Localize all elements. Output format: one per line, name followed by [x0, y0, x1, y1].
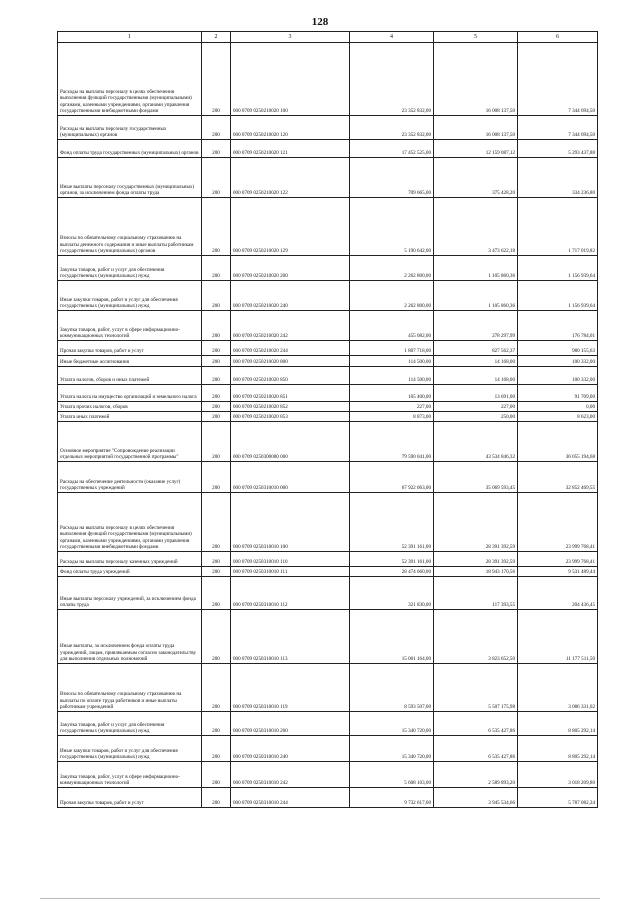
row-name-cell: Фонд оплаты труда учреждений	[58, 567, 202, 577]
row-code-cell: 200	[202, 402, 231, 412]
table-row	[58, 412, 598, 422]
row-name-cell: Расходы на выплаты персоналу в целях обеспечения выполнения функций государственными (муниципальными) органами, казенными учреждениями, органами управления государственными внебюджетными фондами	[58, 43, 202, 116]
row-remaining-cell: 23 999 768,41	[518, 493, 598, 552]
row-remaining-cell: 23 999 768,41	[518, 552, 598, 567]
row-kbk-cell: 000 0709 0250210020 853	[231, 412, 350, 422]
row-assigned-cell: 15 340 720,00	[350, 712, 434, 736]
row-executed-cell: 2 589 893,20	[434, 762, 518, 788]
row-executed-cell: 43 534 846,32	[434, 422, 518, 462]
table-row	[58, 198, 598, 256]
row-executed-cell: 250,00	[434, 412, 518, 422]
row-kbk-cell: 000 0709 0250210020 800	[231, 356, 350, 367]
row-kbk-cell: 000 0709 0250210020 240	[231, 281, 350, 311]
row-code-cell: 200	[202, 762, 231, 788]
row-kbk-cell: 000 0709 0250310010 119	[231, 664, 350, 712]
page-number: 128	[311, 16, 329, 28]
row-remaining-cell: 36 055 194,68	[518, 422, 598, 462]
row-remaining-cell: 3 018 209,80	[518, 762, 598, 788]
row-remaining-cell: 5 787 082,34	[518, 788, 598, 808]
row-name-cell: Иные закупки товаров, работ и услуг для обеспечения государственных (муниципальных) нужд	[58, 736, 202, 762]
row-kbk-cell: 000 0709 0250210020 121	[231, 140, 350, 158]
row-kbk-cell: 000 0709 0250310010 112	[231, 577, 350, 610]
row-name-cell: Расходы на выплаты персоналу в целях обеспечения выполнения функций государственными (муниципальными) органами, казенными учреждениями, органами управления государственными внебюджетными фондами	[58, 493, 202, 552]
row-executed-cell: 28 391 392,59	[434, 493, 518, 552]
table-row	[58, 256, 598, 281]
row-name-cell: Иные бюджетные ассигнования	[58, 356, 202, 367]
row-name-cell: Уплата налогов, сборов и иных платежей	[58, 367, 202, 385]
row-remaining-cell: 100 332,00	[518, 367, 598, 385]
row-name-cell: Закупка товаров, работ и услуг для обеспечения государственных (муниципальных) нужд	[58, 256, 202, 281]
table-row	[58, 367, 598, 385]
header-cell: 6	[518, 32, 598, 43]
row-assigned-cell: 23 352 832,00	[350, 43, 434, 116]
row-code-cell: 200	[202, 116, 231, 140]
row-name-cell: Уплата налога на имущество организаций и земельного налога	[58, 385, 202, 402]
row-kbk-cell: 000 0709 0250310010 100	[231, 493, 350, 552]
row-kbk-cell: 000 0709 0250300000 000	[231, 422, 350, 462]
row-remaining-cell: 334 236,80	[518, 158, 598, 198]
row-code-cell: 200	[202, 552, 231, 567]
row-name-cell: Расходы на выплаты персоналу казенных учреждений	[58, 552, 202, 567]
row-kbk-cell: 000 0709 0250310010 113	[231, 610, 350, 664]
table-row	[58, 43, 598, 116]
table-row	[58, 664, 598, 712]
row-executed-cell: 1 105 860,36	[434, 281, 518, 311]
row-code-cell: 200	[202, 140, 231, 158]
header-cell: 1	[58, 32, 202, 43]
row-assigned-cell: 105 400,00	[350, 385, 434, 402]
row-assigned-cell: 114 500,00	[350, 356, 434, 367]
row-remaining-cell: 1 156 939,64	[518, 256, 598, 281]
row-remaining-cell: 1 156 939,64	[518, 281, 598, 311]
row-remaining-cell: 32 852 469,55	[518, 462, 598, 493]
row-code-cell: 200	[202, 577, 231, 610]
row-code-cell: 200	[202, 256, 231, 281]
row-executed-cell: 3 945 534,66	[434, 788, 518, 808]
row-executed-cell: 14 168,00	[434, 356, 518, 367]
row-assigned-cell: 455 082,00	[350, 311, 434, 341]
row-assigned-cell: 8 593 507,00	[350, 664, 434, 712]
row-kbk-cell: 000 0709 0250310010 111	[231, 567, 350, 577]
row-executed-cell: 16 008 137,50	[434, 43, 518, 116]
row-code-cell: 200	[202, 367, 231, 385]
row-executed-cell: 6 535 427,86	[434, 736, 518, 762]
row-code-cell: 200	[202, 493, 231, 552]
table-body	[58, 43, 598, 808]
row-code-cell: 200	[202, 788, 231, 808]
table-row	[58, 462, 598, 493]
row-remaining-cell: 1 717 019,82	[518, 198, 598, 256]
row-kbk-cell: 000 0709 0250310010 240	[231, 736, 350, 762]
row-kbk-cell: 000 0709 0250210020 852	[231, 402, 350, 412]
row-name-cell: Закупка товаров, работ, услуг в сфере информационно-коммуникационных технологий	[58, 311, 202, 341]
row-assigned-cell: 5 608 103,00	[350, 762, 434, 788]
row-name-cell: Иные выплаты, за исключением фонда оплаты труда учреждений, лицам, привлекаемым согласно законодательству для выполнения отдельных полномочий	[58, 610, 202, 664]
row-executed-cell: 28 391 392,59	[434, 552, 518, 567]
row-code-cell: 200	[202, 356, 231, 367]
row-name-cell: Уплата прочих налогов, сборов	[58, 402, 202, 412]
row-executed-cell: 6 535 427,86	[434, 712, 518, 736]
row-assigned-cell: 23 352 832,00	[350, 116, 434, 140]
row-name-cell: Взносы по обязательному социальному страхованию на выплаты по оплате труда работников и иные выплаты работникам учреждений	[58, 664, 202, 712]
table-row	[58, 736, 598, 762]
row-assigned-cell: 709 665,00	[350, 158, 434, 198]
row-executed-cell: 375 428,20	[434, 158, 518, 198]
row-name-cell: Расходы на обеспечение деятельности (оказание услуг) государственных учреждений	[58, 462, 202, 493]
row-code-cell: 200	[202, 281, 231, 311]
row-kbk-cell: 000 0709 0250310010 242	[231, 762, 350, 788]
row-remaining-cell: 8 623,00	[518, 412, 598, 422]
row-code-cell: 200	[202, 412, 231, 422]
row-executed-cell: 5 507 175,98	[434, 664, 518, 712]
row-code-cell: 200	[202, 422, 231, 462]
table-row	[58, 762, 598, 788]
row-name-cell: Основное мероприятие "Сопровождение реализации отдельных мероприятий государственной программы"	[58, 422, 202, 462]
row-name-cell: Взносы по обязательному социальному страхованию на выплаты денежного содержания и иные выплаты работникам государственных (муниципальных) органов	[58, 198, 202, 256]
row-remaining-cell: 7 344 694,50	[518, 43, 598, 116]
row-remaining-cell: 176 784,01	[518, 311, 598, 341]
table-row	[58, 385, 598, 402]
table-row	[58, 567, 598, 577]
table-row	[58, 577, 598, 610]
row-executed-cell: 1 105 860,36	[434, 256, 518, 281]
table-row	[58, 788, 598, 808]
row-remaining-cell: 980 155,63	[518, 341, 598, 356]
table-row	[58, 116, 598, 140]
row-executed-cell: 18 943 170,56	[434, 567, 518, 577]
row-code-cell: 200	[202, 198, 231, 256]
row-executed-cell: 12 159 087,12	[434, 140, 518, 158]
row-code-cell: 200	[202, 610, 231, 664]
row-executed-cell: 14 168,00	[434, 367, 518, 385]
row-name-cell: Прочая закупка товаров, работ и услуг	[58, 341, 202, 356]
row-executed-cell: 3 473 622,18	[434, 198, 518, 256]
header-cell: 4	[350, 32, 434, 43]
row-name-cell: Фонд оплаты труда государственных (муниципальных) органов	[58, 140, 202, 158]
row-kbk-cell: 000 0709 0250310010 244	[231, 788, 350, 808]
row-executed-cell: 117 393,55	[434, 577, 518, 610]
row-assigned-cell: 227,00	[350, 402, 434, 412]
row-name-cell: Закупка товаров, работ, услуг в сфере информационно-коммуникационных технологий	[58, 762, 202, 788]
table-row	[58, 493, 598, 552]
row-code-cell: 200	[202, 385, 231, 402]
table-row	[58, 552, 598, 567]
row-assigned-cell: 79 590 041,00	[350, 422, 434, 462]
row-remaining-cell: 5 293 437,88	[518, 140, 598, 158]
row-assigned-cell: 8 873,00	[350, 412, 434, 422]
table-row	[58, 356, 598, 367]
row-kbk-cell: 000 0709 0250210020 242	[231, 311, 350, 341]
row-assigned-cell: 114 500,00	[350, 367, 434, 385]
row-remaining-cell: 204 436,45	[518, 577, 598, 610]
row-kbk-cell: 000 0709 0250210020 122	[231, 158, 350, 198]
row-kbk-cell: 000 0709 0250210020 100	[231, 43, 350, 116]
row-name-cell: Расходы на выплаты персоналу государственных (муниципальных) органов	[58, 116, 202, 140]
row-assigned-cell: 15 340 720,00	[350, 736, 434, 762]
table-row	[58, 402, 598, 412]
row-executed-cell: 13 691,00	[434, 385, 518, 402]
row-executed-cell: 227,00	[434, 402, 518, 412]
table-row	[58, 158, 598, 198]
row-name-cell: Уплата иных платежей	[58, 412, 202, 422]
row-code-cell: 200	[202, 664, 231, 712]
row-name-cell: Прочая закупка товаров, работ и услуг	[58, 788, 202, 808]
row-remaining-cell: 8 805 292,14	[518, 712, 598, 736]
row-kbk-cell: 000 0709 0250310010 110	[231, 552, 350, 567]
page-edge-line	[40, 898, 600, 899]
row-assigned-cell: 1 807 718,00	[350, 341, 434, 356]
row-remaining-cell: 0,00	[518, 402, 598, 412]
row-executed-cell: 16 008 137,50	[434, 116, 518, 140]
row-kbk-cell: 000 0709 0250210020 244	[231, 341, 350, 356]
row-remaining-cell: 8 805 292,14	[518, 736, 598, 762]
row-name-cell: Иные выплаты персоналу учреждений, за исключением фонда оплаты труда	[58, 577, 202, 610]
row-code-cell: 200	[202, 158, 231, 198]
row-kbk-cell: 000 0709 0250210020 120	[231, 116, 350, 140]
row-name-cell: Закупка товаров, работ и услуг для обеспечения государственных (муниципальных) нужд	[58, 712, 202, 736]
table-row	[58, 422, 598, 462]
row-code-cell: 200	[202, 462, 231, 493]
row-code-cell: 200	[202, 341, 231, 356]
row-assigned-cell: 52 391 161,00	[350, 493, 434, 552]
row-kbk-cell: 000 0709 0250210020 200	[231, 256, 350, 281]
row-assigned-cell: 2 262 800,00	[350, 256, 434, 281]
row-executed-cell: 3 823 652,50	[434, 610, 518, 664]
row-remaining-cell: 91 709,00	[518, 385, 598, 402]
row-name-cell: Иные закупки товаров, работ и услуг для обеспечения государственных (муниципальных) нужд	[58, 281, 202, 311]
row-assigned-cell: 17 452 525,00	[350, 140, 434, 158]
row-remaining-cell: 11 177 511,50	[518, 610, 598, 664]
row-kbk-cell: 000 0709 0250210020 129	[231, 198, 350, 256]
row-kbk-cell: 000 0709 0250310010 200	[231, 712, 350, 736]
table-row	[58, 712, 598, 736]
row-kbk-cell: 000 0709 0250210020 850	[231, 367, 350, 385]
table-row	[58, 281, 598, 311]
header-cell: 3	[231, 32, 350, 43]
header-cell: 5	[434, 32, 518, 43]
row-kbk-cell: 000 0709 0250310010 000	[231, 462, 350, 493]
row-remaining-cell: 100 332,00	[518, 356, 598, 367]
row-kbk-cell: 000 0709 0250210020 851	[231, 385, 350, 402]
table-row	[58, 140, 598, 158]
row-executed-cell: 827 562,37	[434, 341, 518, 356]
row-name-cell: Иные выплаты персоналу государственных (муниципальных) органов, за исключением фонда оплаты труда	[58, 158, 202, 198]
row-assigned-cell: 9 732 617,00	[350, 788, 434, 808]
row-code-cell: 200	[202, 311, 231, 341]
row-code-cell: 200	[202, 43, 231, 116]
row-code-cell: 200	[202, 567, 231, 577]
budget-table	[57, 31, 598, 808]
row-remaining-cell: 3 086 331,02	[518, 664, 598, 712]
row-assigned-cell: 28 474 660,00	[350, 567, 434, 577]
table-row	[58, 610, 598, 664]
row-remaining-cell: 9 531 489,44	[518, 567, 598, 577]
row-assigned-cell: 2 262 800,00	[350, 281, 434, 311]
table-row	[58, 311, 598, 341]
row-executed-cell: 278 297,99	[434, 311, 518, 341]
header-cell: 2	[202, 32, 231, 43]
row-code-cell: 200	[202, 736, 231, 762]
header-row	[58, 32, 598, 43]
row-assigned-cell: 321 830,00	[350, 577, 434, 610]
row-assigned-cell: 5 190 642,00	[350, 198, 434, 256]
row-executed-cell: 35 069 593,45	[434, 462, 518, 493]
row-assigned-cell: 67 922 063,00	[350, 462, 434, 493]
table-row	[58, 341, 598, 356]
row-remaining-cell: 7 344 694,50	[518, 116, 598, 140]
row-assigned-cell: 52 391 161,00	[350, 552, 434, 567]
row-code-cell: 200	[202, 712, 231, 736]
row-assigned-cell: 15 001 164,00	[350, 610, 434, 664]
